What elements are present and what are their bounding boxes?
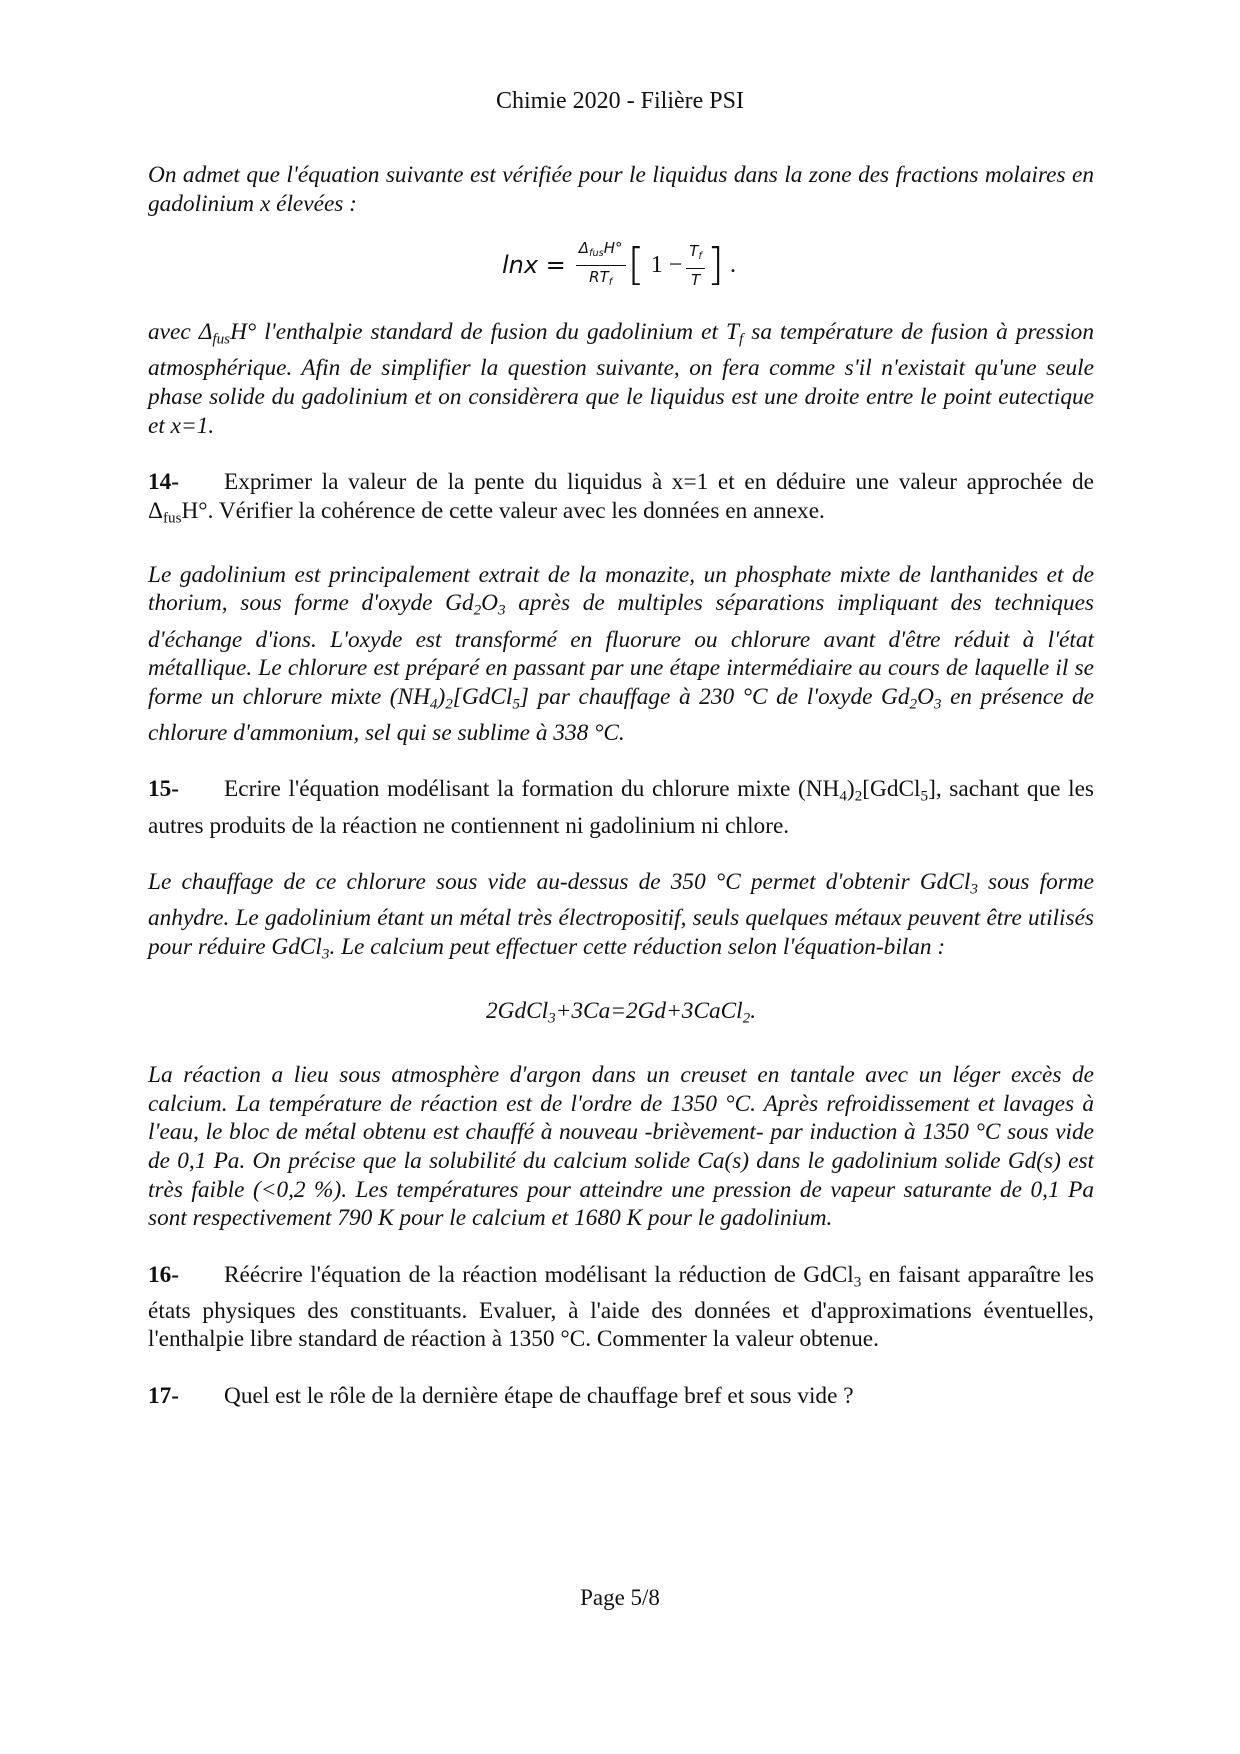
t-symbol: T xyxy=(689,241,699,260)
page-header: Chimie 2020 - Filière PSI xyxy=(496,88,744,114)
fraction-numerator xyxy=(686,242,705,269)
reduction-equation: 2GdCl$_3$+3Ca=2Gd+3CaCl$_2$. xyxy=(485,998,757,1027)
fus-subscript: fus xyxy=(589,247,604,259)
right-bracket: ] xyxy=(706,239,725,291)
question-15: 15- Ecrire l'équation modélisant la formation du chlorure mixte $(NH_4)_2[GdCl_5]$, sachant que les autres produits de la réaction ne contiennent ni gadolinium ni chlore. xyxy=(148,776,1094,839)
question-number: 16- xyxy=(148,1261,180,1288)
question-number: 15- xyxy=(148,776,180,803)
delta-symbol: Δ xyxy=(578,238,590,257)
temperature-fraction xyxy=(686,242,705,289)
question-number: 14- xyxy=(148,469,180,496)
chauffage-paragraph: Le chauffage de ce chlorure sous vide au-dessus de 350 °C permet d'obtenir GdCl$_3$ sous forme anhydre. Le gadolinium étant un métal très électropositif, seuls quelques métaux peuvent être utilisés pour réduire GdCl$_3$. Le calcium peut effectuer cette réduction selon l'équation-bilan : xyxy=(148,869,1094,963)
fraction-denominator: T xyxy=(690,270,701,289)
equation-period: . xyxy=(730,251,737,278)
rt-symbol: RT xyxy=(589,267,609,286)
fraction-denominator xyxy=(586,266,615,292)
one-minus: 1 − xyxy=(650,251,683,278)
liquidus-equation xyxy=(148,228,1094,302)
question-number: 17- xyxy=(148,1383,180,1409)
f-subscript: f xyxy=(608,276,613,288)
page-number: Page 5/8 xyxy=(580,1585,660,1610)
intro-paragraph: On admet que l'équation suivante est vérifiée pour le liquidus dans la zone des fractions molaires en gadolinium x élevées : xyxy=(148,162,1094,217)
enthalpy-fraction xyxy=(576,239,626,292)
question-17: 17- Quel est le rôle de la dernière étape de chauffage bref et sous vide ? xyxy=(148,1383,854,1409)
f-subscript: f xyxy=(698,250,702,262)
equation-lhs: lnx = xyxy=(501,250,566,279)
definition-paragraph: avec $\Delta_{fus}H^\circ$ l'enthalpie standard de fusion du gadolinium et $T_f$ sa température de fusion à pression atmosphérique. Afin de simplifier la question suivante, on fera comme s'il n'existait qu'une seule phase solide du gadolinium et on considèrera que le liquidus est une droite entre le point eutectique et x=1. xyxy=(148,319,1094,439)
monazite-paragraph: Le gadolinium est principalement extrait de la monazite, un phosphate mixte de lanthanides et de thorium, sous forme d'oxyde $Gd_2O_3$ après de multiples séparations impliquant des techniques d'échange d'ions. L'oxyde est transformé en fluorure ou chlorure avant d'être réduit à l'état métallique. Le chlorure est préparé en passant par une étape intermédiaire au cours de laquelle il se forme un chlorure mixte $(NH_4)_2[GdCl_5]$ par chauffage à 230 °C de l'oxyde $Gd_2O_3$ en présence de chlorure d'ammonium, sel qui se sublime à 338 °C. xyxy=(148,561,1094,746)
question-16: 16- Réécrire l'équation de la réaction modélisant la réduction de GdCl$_3$ en faisant apparaître les états physiques des constituants. Evaluer, à l'aide des données et d'approximations éventuelles, l'enthalpie libre standard de réaction à 1350 °C. Commenter la valeur obtenue. xyxy=(148,1261,1094,1353)
question-14: 14- Exprimer la valeur de la pente du liquidus à x=1 et en déduire une valeur approchée de $\Delta_{fus}H^\circ$. Vérifier la cohérence de cette valeur avec les données en annexe. xyxy=(148,469,1094,527)
page-content xyxy=(148,161,1094,1411)
fraction-numerator xyxy=(576,239,626,266)
left-bracket: [ xyxy=(627,239,645,291)
enthalpy-symbol: H° xyxy=(603,238,623,257)
reaction-paragraph: La réaction a lieu sous atmosphère d'argon dans un creuset en tantale avec un léger excès de calcium. La température de réaction est de l'ordre de 1350 °C. Après refroidissement et lavages à l'eau, le bloc de métal obtenu est chauffé à nouveau -brièvement- par induction à 1350 °C sous vide de 0,1 Pa. On précise que la solubilité du calcium solide Ca(s) dans le gadolinium solide Gd(s) est très faible (<0,2 %). Les températures pour atteindre une pression de vapeur saturante de 0,1 Pa sont respectivement 790 K pour le calcium et 1680 K pour le gadolinium. xyxy=(148,1062,1094,1232)
